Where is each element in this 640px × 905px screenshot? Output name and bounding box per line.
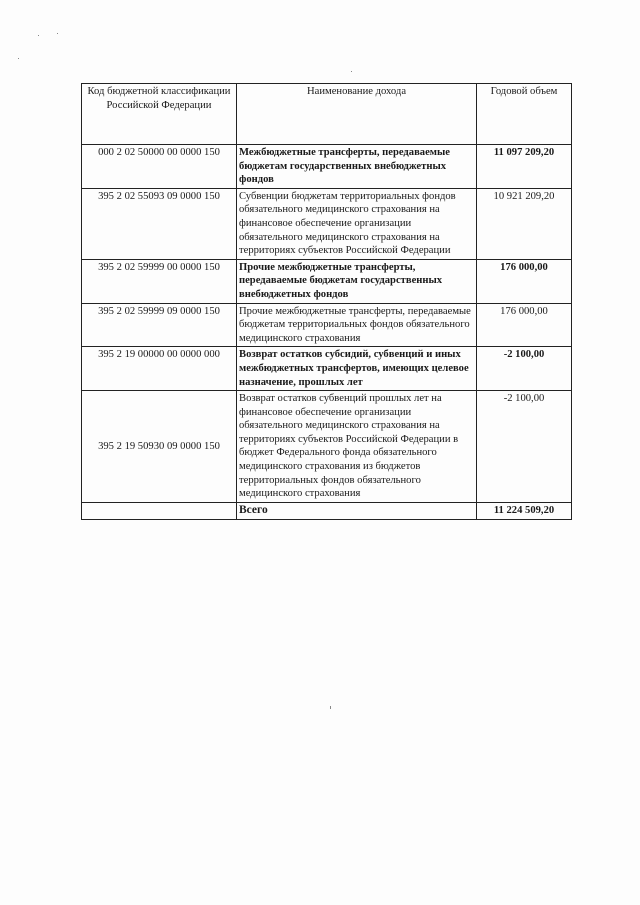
table-header-row xyxy=(82,84,572,145)
scan-speck xyxy=(57,33,58,34)
table-row xyxy=(82,188,572,259)
row-amount: -2 100,00 xyxy=(477,347,572,391)
table-row xyxy=(82,347,572,391)
row-amount: -2 100,00 xyxy=(477,391,572,503)
table-row xyxy=(82,303,572,347)
scan-speck xyxy=(18,58,19,59)
row-amount: 176 000,00 xyxy=(477,303,572,347)
budget-revenue-table xyxy=(81,83,572,520)
row-name: Прочие межбюджетные трансферты, передаваемые бюджетам территориальных фондов обязательного медицинского страхования xyxy=(237,303,477,347)
row-name: Прочие межбюджетные трансферты, передаваемые бюджетам государственных внебюджетных фондов xyxy=(237,259,477,303)
scan-speck xyxy=(351,71,352,72)
table-row xyxy=(82,145,572,189)
header-code: Код бюджетной классификации Российской Федерации xyxy=(82,84,237,145)
scan-speck xyxy=(38,35,39,36)
table-row xyxy=(82,259,572,303)
row-amount: 11 097 209,20 xyxy=(477,145,572,189)
row-name: Межбюджетные трансферты, передаваемые бюджетам государственных внебюджетных фондов xyxy=(237,145,477,189)
row-code: 395 2 02 59999 09 0000 150 xyxy=(82,303,237,347)
row-name: Возврат остатков субсидий, субвенций и иных межбюджетных трансфертов, имеющих целевое назначение, прошлых лет xyxy=(237,347,477,391)
row-amount: 176 000,00 xyxy=(477,259,572,303)
row-name: Возврат остатков субвенций прошлых лет на финансовое обеспечение организации обязательного медицинского страхования на территориях субъектов Российской Федерации в бюджет Федерального фонда обязательного медицинского страхования из бюджетов территориальных фондов обязательного медицинского страхования xyxy=(237,391,477,503)
row-code: 395 2 02 55093 09 0000 150 xyxy=(82,188,237,259)
row-code: 000 2 02 50000 00 0000 150 xyxy=(82,145,237,189)
row-name: Субвенции бюджетам территориальных фондов обязательного медицинского страхования на финансовое обеспечение организации обязательного медицинского страхования на территориях субъектов Российской Федерации xyxy=(237,188,477,259)
row-code: 395 2 19 00000 00 0000 000 xyxy=(82,347,237,391)
header-name: Наименование дохода xyxy=(237,84,477,145)
table-row xyxy=(82,391,572,503)
total-row xyxy=(82,502,572,519)
total-amount: 11 224 509,20 xyxy=(477,502,572,519)
scan-speck xyxy=(330,706,331,709)
row-amount: 10 921 209,20 xyxy=(477,188,572,259)
total-label: Всего xyxy=(237,502,477,519)
row-code: 395 2 02 59999 00 0000 150 xyxy=(82,259,237,303)
total-code-empty xyxy=(82,502,237,519)
row-code: 395 2 19 50930 09 0000 150 xyxy=(82,391,237,503)
header-amount: Годовой объем xyxy=(477,84,572,145)
